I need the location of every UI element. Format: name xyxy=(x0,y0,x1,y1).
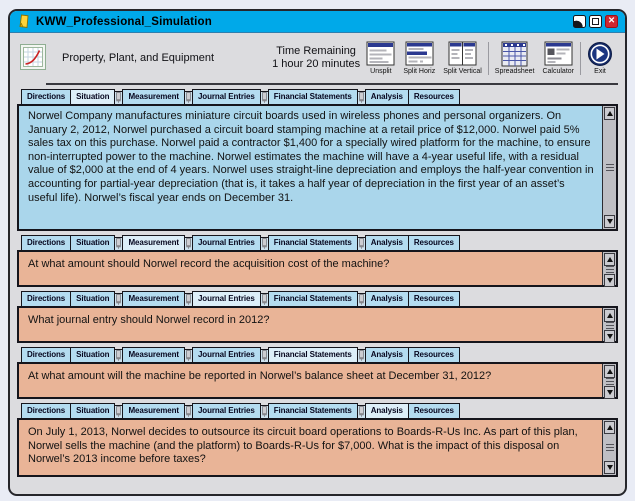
tab-analysis[interactable]: Analysis xyxy=(365,403,409,419)
tab-row xyxy=(21,347,618,363)
triangle-down-icon xyxy=(607,334,613,339)
tab-directions[interactable]: Directions xyxy=(21,347,71,363)
tab-measurement[interactable]: Measurement xyxy=(122,89,184,105)
tab-financial-statements[interactable]: Financial Statements xyxy=(268,347,358,363)
tab-situation[interactable]: Situation xyxy=(70,235,115,251)
panel xyxy=(17,291,618,343)
panel-content-box xyxy=(17,306,618,343)
scrollbar-grip-icon[interactable] xyxy=(606,266,614,274)
scrollbar-grip-icon[interactable] xyxy=(606,444,614,452)
tab-row xyxy=(21,89,618,105)
scrollbar-grip-icon[interactable] xyxy=(606,322,614,330)
spreadsheet-icon xyxy=(501,40,528,67)
tab-financial-statements[interactable]: Financial Statements xyxy=(268,403,358,419)
scrollbar-track[interactable] xyxy=(603,267,616,273)
title-bar[interactable] xyxy=(10,11,625,33)
toolbar-buttons xyxy=(362,40,617,75)
tab-directions[interactable]: Directions xyxy=(21,235,71,251)
tab-analysis[interactable]: Analysis xyxy=(365,89,409,105)
time-remaining xyxy=(272,45,360,71)
exit-icon xyxy=(587,40,613,67)
tab-measurement[interactable]: Measurement xyxy=(122,291,184,307)
triangle-up-icon xyxy=(607,425,613,430)
tab-situation[interactable]: Situation xyxy=(70,89,115,105)
scroll-up-button[interactable] xyxy=(604,421,615,434)
close-button[interactable]: ✕ xyxy=(605,15,618,28)
scroll-up-button[interactable] xyxy=(604,253,615,266)
restore-button[interactable] xyxy=(589,15,602,28)
toolbar-group-separator xyxy=(580,42,581,75)
panel-text: At what amount should Norwel record the acquisition cost of the machine? xyxy=(28,258,390,270)
vertical-scrollbar[interactable] xyxy=(602,420,616,475)
unsplit-icon xyxy=(366,40,395,67)
scroll-down-button[interactable] xyxy=(604,274,615,287)
triangle-down-icon xyxy=(607,278,613,283)
panel-content-box xyxy=(17,418,618,477)
scrollbar-track[interactable] xyxy=(603,379,616,385)
time-remaining-value: 1 hour 20 minutes xyxy=(272,57,361,70)
window-controls xyxy=(573,15,618,28)
tab-resources[interactable]: Resources xyxy=(408,347,460,363)
app-note-icon xyxy=(17,14,30,29)
panel-text: Norwel Company manufactures miniature circuit boards used in wireless phones and personal organizers. On January 2, 2012, Norwel purchased a circuit board stamping machine at a retail price of $12,000. Norwel paid 5% sales tax on this purchase. Norwel paid a contractor $1,400 for a specially wired platform for the machine, to ensure non-interrupted power to the machine. Norwel estimates the machine will have a 4-year useful life, with a residual value of $2,000 at the end of 4 years. Norwel uses straight-line depreciation and employs the half-year convention in accounting for partial-year depreciation (that is, it takes a half year of depreciation in the first year of an asset’s useful life). Norwel’s fiscal year ends on December 31. xyxy=(28,110,594,204)
scrollbar-track[interactable] xyxy=(603,121,616,214)
tab-journal-entries[interactable]: Journal Entries xyxy=(192,89,261,105)
panel xyxy=(17,347,618,399)
split-vertical-button[interactable]: Split Vertical xyxy=(439,40,486,75)
scrollbar-grip-icon[interactable] xyxy=(606,164,614,172)
panel-text: What journal entry should Norwel record in 2012? xyxy=(28,314,270,326)
tab-financial-statements[interactable]: Financial Statements xyxy=(268,89,358,105)
vertical-scrollbar[interactable] xyxy=(602,252,616,285)
scroll-down-button[interactable] xyxy=(604,215,615,228)
tab-financial-statements[interactable]: Financial Statements xyxy=(268,235,358,251)
tab-journal-entries[interactable]: Journal Entries xyxy=(192,403,261,419)
tab-measurement[interactable]: Measurement xyxy=(122,347,184,363)
triangle-up-icon xyxy=(607,313,613,318)
scrollbar-track[interactable] xyxy=(603,323,616,329)
tab-journal-entries[interactable]: Journal Entries xyxy=(192,235,261,251)
tab-measurement[interactable]: Measurement xyxy=(122,403,184,419)
panel-text: At what amount will the machine be reported in Norwel’s balance sheet at December 31, 2012? xyxy=(28,370,492,382)
scroll-down-button[interactable] xyxy=(604,386,615,399)
tab-situation[interactable]: Situation xyxy=(70,403,115,419)
toolbar-group-separator xyxy=(488,42,489,75)
tab-analysis[interactable]: Analysis xyxy=(365,235,409,251)
tab-situation[interactable]: Situation xyxy=(70,291,115,307)
tab-situation[interactable]: Situation xyxy=(70,347,115,363)
scroll-up-button[interactable] xyxy=(604,309,615,322)
tab-analysis[interactable]: Analysis xyxy=(365,347,409,363)
tab-directions[interactable]: Directions xyxy=(21,403,71,419)
scroll-up-button[interactable] xyxy=(604,107,615,120)
tab-journal-entries[interactable]: Journal Entries xyxy=(192,347,261,363)
split-horizontal-icon xyxy=(405,40,434,67)
panel-content-box xyxy=(17,250,618,287)
tab-directions[interactable]: Directions xyxy=(21,291,71,307)
vertical-scrollbar[interactable] xyxy=(602,308,616,341)
split-vertical-icon xyxy=(448,40,477,67)
vertical-scrollbar[interactable] xyxy=(602,364,616,397)
chart-icon[interactable] xyxy=(20,44,46,70)
calculator-icon xyxy=(544,40,573,67)
time-remaining-label: Time Remaining xyxy=(276,44,356,57)
toolbar-divider xyxy=(46,83,618,85)
window-title: KWW_Professional_Simulation xyxy=(36,15,213,28)
vertical-scrollbar[interactable] xyxy=(602,106,616,229)
scroll-down-button[interactable] xyxy=(604,461,615,474)
triangle-down-icon xyxy=(607,390,613,395)
triangle-down-icon xyxy=(607,219,613,224)
panel xyxy=(17,89,618,231)
panel xyxy=(17,235,618,287)
tab-resources[interactable]: Resources xyxy=(408,403,460,419)
panel-content-box xyxy=(17,362,618,399)
tab-row xyxy=(21,291,618,307)
scroll-up-button[interactable] xyxy=(604,365,615,378)
tab-row xyxy=(21,403,618,419)
scrollbar-track[interactable] xyxy=(603,435,616,460)
app-window xyxy=(8,9,627,496)
panel-text: On July 1, 2013, Norwel decides to outsource its circuit board operations to Boards-R-Us Inc. As part of this plan, Norwel sells the machine (and the platform) to Boards-R-Us for $7,000. What is the impact of this disposal on Norwel’s 2013 income before taxes? xyxy=(28,426,578,466)
triangle-up-icon xyxy=(607,257,613,262)
tab-measurement[interactable]: Measurement xyxy=(122,235,184,251)
tab-resources[interactable]: Resources xyxy=(408,235,460,251)
exit-button[interactable]: Exit xyxy=(583,40,617,75)
panel xyxy=(17,403,618,477)
scroll-down-button[interactable] xyxy=(604,330,615,343)
tab-row xyxy=(21,235,618,251)
triangle-down-icon xyxy=(607,465,613,470)
tab-resources[interactable]: Resources xyxy=(408,89,460,105)
split-horiz-button[interactable]: Split Horiz xyxy=(399,40,439,75)
tab-analysis[interactable]: Analysis xyxy=(365,291,409,307)
scrollbar-grip-icon[interactable] xyxy=(606,378,614,386)
unsplit-button[interactable]: Unsplit xyxy=(362,40,399,75)
topic-title: Property, Plant, and Equipment xyxy=(62,51,215,64)
calculator-button[interactable]: Calculator xyxy=(538,40,578,75)
tab-journal-entries[interactable]: Journal Entries xyxy=(192,291,261,307)
tab-resources[interactable]: Resources xyxy=(408,291,460,307)
panel-content-box xyxy=(17,104,618,231)
tab-directions[interactable]: Directions xyxy=(21,89,71,105)
toolbar xyxy=(10,33,625,82)
panels-container xyxy=(10,89,625,477)
triangle-up-icon xyxy=(607,369,613,374)
minimize-button[interactable] xyxy=(573,15,586,28)
tab-financial-statements[interactable]: Financial Statements xyxy=(268,291,358,307)
spreadsheet-button[interactable]: Spreadsheet xyxy=(491,40,539,75)
triangle-up-icon xyxy=(607,111,613,116)
